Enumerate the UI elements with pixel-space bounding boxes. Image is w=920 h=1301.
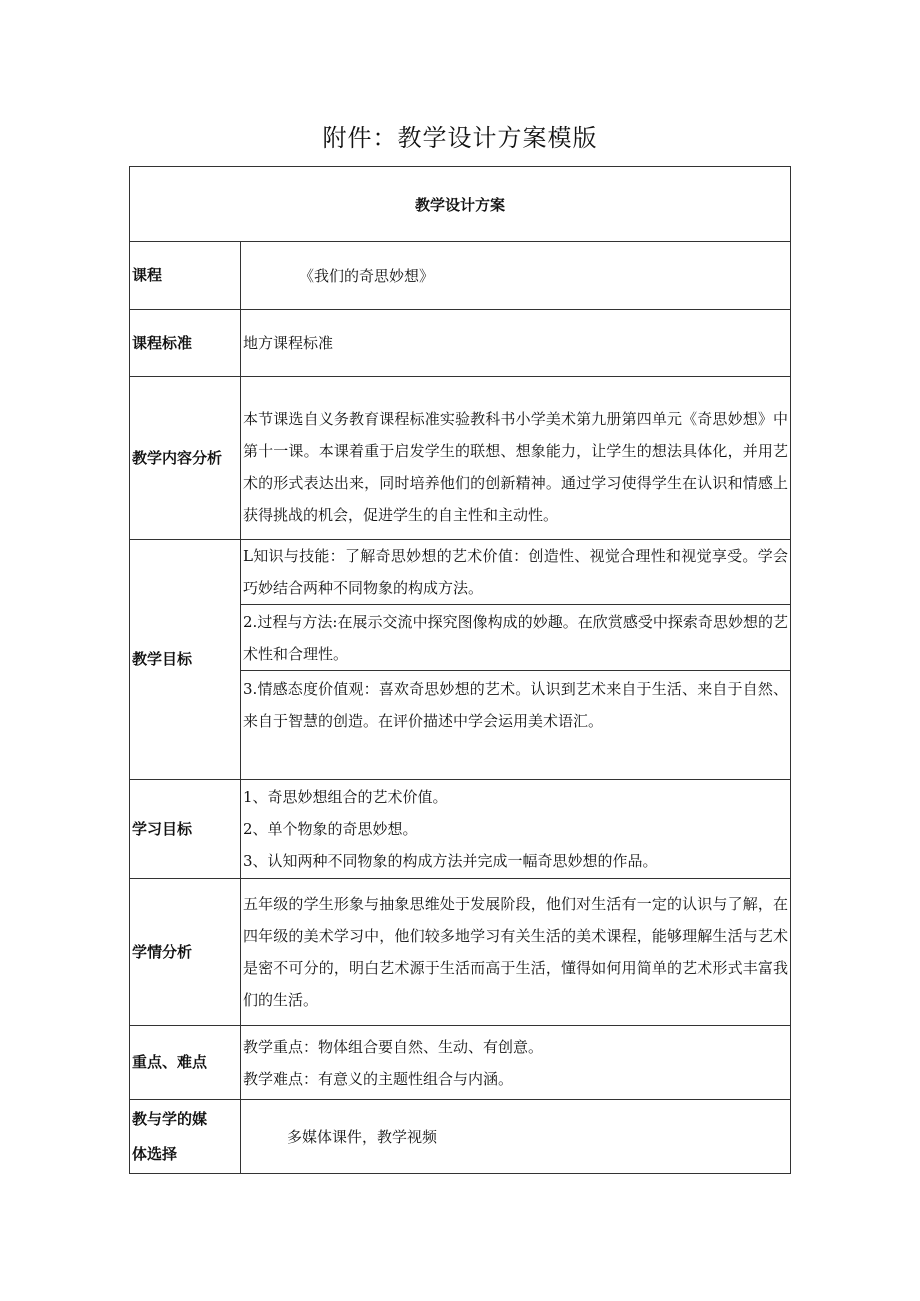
learning-goal-item: 3、认知两种不同物象的构成方法并完成一幅奇思妙想的作品。 — [243, 852, 658, 870]
row-media — [130, 1100, 791, 1174]
value-student-analysis: 五年级的学生形象与抽象思维处于发展阶段，他们对生活有一定的认识与了解，在四年级的美术学习中，他们较多地学习有关生活的美术课程，能够理解生活与艺术是密不可分的，明白艺术源于生活而高于生活，懂得如何用简单的艺术形式丰富我们的生活。 — [241, 879, 791, 1026]
value-content-analysis: 本节课选自义务教育课程标准实验教科书小学美术第九册第四单元《奇思妙想》中第十一课。本课着重于启发学生的联想、想象能力，让学生的想法具体化，并用艺术的形式表达出来，同时培养他们的创新精神。通过学习使得学生在认识和情感上获得挑战的机会，促进学生的自主性和主动性。 — [241, 377, 791, 540]
label-media-line: 体选择 — [132, 1144, 178, 1163]
label-teaching-goals: 教学目标 — [130, 540, 241, 780]
label-media — [130, 1100, 241, 1174]
label-content-analysis: 教学内容分析 — [130, 377, 241, 540]
teaching-goal-item: L知识与技能：了解奇思妙想的艺术价值：创造性、视觉合理性和视觉享受。学会巧妙结合两种不同物象的构成方法。 — [241, 540, 791, 605]
learning-goal-item: 1、奇思妙想组合的艺术价值。 — [243, 788, 448, 806]
label-media-line: 教与学的媒 — [132, 1109, 208, 1128]
label-standard: 课程标准 — [130, 310, 241, 377]
value-course: 《我们的奇思妙想》 — [241, 242, 791, 310]
teaching-goal-item: 2.过程与方法:在展示交流中探究图像构成的妙趣。在欣赏感受中探索奇思妙想的艺术性和合理性。 — [241, 605, 791, 671]
learning-goal-item: 2、单个物象的奇思妙想。 — [243, 820, 418, 838]
label-course: 课程 — [130, 242, 241, 310]
label-key-points: 重点、难点 — [130, 1026, 241, 1100]
label-student-analysis: 学情分析 — [130, 879, 241, 1026]
key-point-item: 教学难点：有意义的主题性组合与内涵。 — [243, 1069, 514, 1088]
teaching-goal-item: 3.情感态度价值观：喜欢奇思妙想的艺术。认识到艺术来自于生活、来自于自然、来自于智慧的创造。在评价描述中学会运用美术语汇。 — [241, 671, 791, 780]
key-point-item: 教学重点：物体组合要自然、生动、有创意。 — [243, 1037, 544, 1056]
value-learning-goals — [241, 780, 791, 879]
document-title: 附件：教学设计方案模版 — [322, 124, 598, 152]
row-content-analysis — [130, 377, 791, 540]
row-standard — [130, 310, 791, 377]
row-learning-goals — [130, 780, 791, 879]
row-student-analysis — [130, 879, 791, 1026]
row-teaching-goals-1 — [130, 540, 791, 605]
value-media: 多媒体课件，教学视频 — [241, 1100, 791, 1174]
value-standard: 地方课程标准 — [241, 310, 791, 377]
value-key-points — [241, 1026, 791, 1100]
teaching-design-table — [129, 166, 791, 1174]
table-header-row — [130, 167, 791, 242]
row-course — [130, 242, 791, 310]
table-header: 教学设计方案 — [130, 167, 791, 242]
row-key-points — [130, 1026, 791, 1100]
label-learning-goals: 学习目标 — [130, 780, 241, 879]
